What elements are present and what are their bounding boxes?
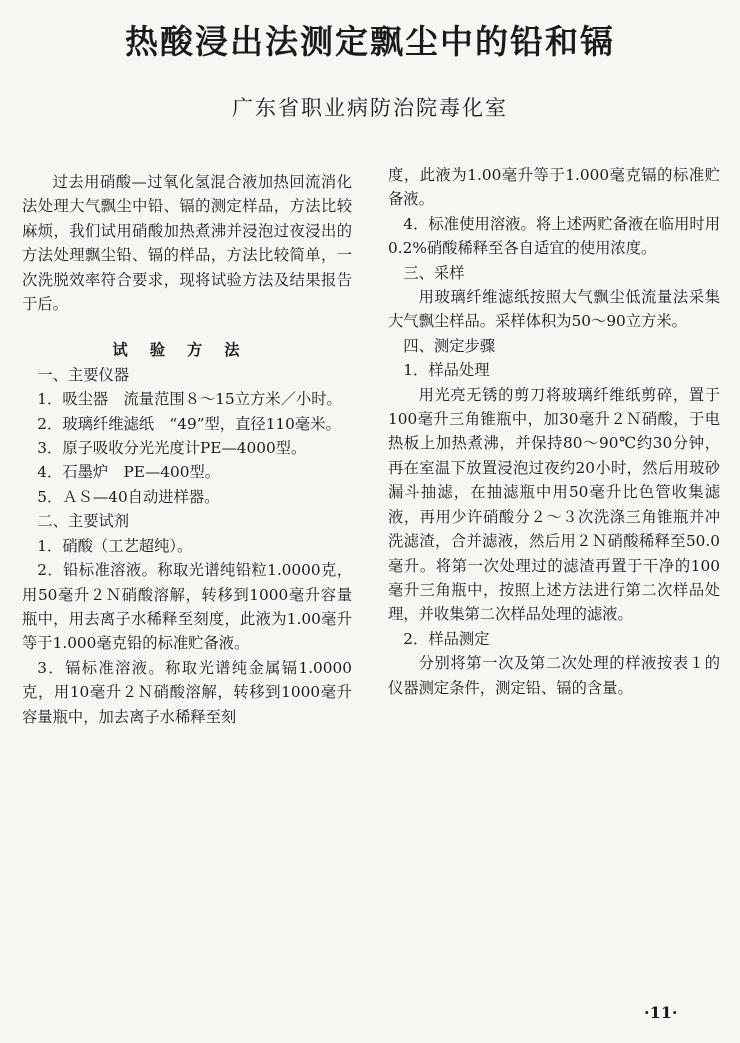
instrument-item: 2．玻璃纤维滤纸 “49”型，直径110毫米。 bbox=[37, 414, 341, 433]
procedure-paragraph: 用光亮无锈的剪刀将玻璃纤维纸剪碎，置于100毫升三角锥瓶中，加30毫升２Ｎ硝酸，于电热板上加热煮沸，并保持80～90℃约30分钟，再在室温下放置浸泡过夜约20小时，然后用玻砂漏斗抽滤，在抽滤瓶中用50毫升比色管收集滤液，再用少许硝酸分２～３次洗涤三角锥瓶并冲洗滤渣，合并滤液，然后用２Ｎ硝酸稀释至50.0毫升。将第一次处理过的滤渣再置于干净的100毫升三角瓶中，按照上述方法进行第二次样品处理，并收集第二次样品处理的滤液。 bbox=[388, 385, 720, 624]
instrument-item: 4．石墨炉 PE—400型。 bbox=[37, 463, 221, 482]
section-reagents-heading: 二、主要试剂 bbox=[37, 512, 130, 531]
page-number: ·11· bbox=[644, 1003, 678, 1022]
section-sampling-heading: 三、采样 bbox=[403, 263, 465, 282]
right-column bbox=[388, 163, 720, 700]
reagent-item: 4．标准使用溶液。将上述两贮备液在临用时用0.2%硝酸稀释至各自适宜的使用浓度。 bbox=[388, 214, 720, 258]
reagent-item: 2．铅标准溶液。称取光谱纯铅粒1.0000克，用50毫升２Ｎ硝酸溶解，转移到1000毫升容量瓶中，用去离子水稀释至刻度，此液为1.00毫升等于1.000毫克铅的标准贮备液。 bbox=[22, 561, 352, 653]
reagent-continuation: 度，此液为1.00毫升等于1.000毫克镉的标准贮备液。 bbox=[388, 166, 720, 209]
reagent-item: 3．镉标准溶液。称取光谱纯金属镉1.0000克，用10毫升２Ｎ硝酸溶解，转移到1000毫升容量瓶中，加去离子水稀释至刻 bbox=[22, 658, 352, 726]
procedure-subheading: 2．样品测定 bbox=[403, 629, 490, 648]
sampling-paragraph: 用玻璃纤维滤纸按照大气飘尘低流量法采集大气飘尘样品。采样体积为50～90立方米。 bbox=[388, 288, 720, 331]
procedure-paragraph: 分别将第一次及第二次处理的样液按表１的仪器测定条件，测定铅、镉的含量。 bbox=[388, 654, 720, 697]
intro-paragraph: 过去用硝酸—过氧化氢混合液加热回流消化法处理大气飘尘中铅、镉的测定样品，方法比较麻烦，我们试用硝酸加热煮沸并浸泡过夜浸出的方法处理飘尘铅、镉的样品，方法比较简单，一次洗脱效率符合要求，现将试验方法及结果报告于后。 bbox=[22, 173, 352, 314]
instrument-item: 1．吸尘器 流量范围８～15立方米／小时。 bbox=[37, 390, 342, 409]
instrument-item: 3．原子吸收分光光度计PE—4000型。 bbox=[37, 439, 307, 458]
affiliation: 广东省职业病防治院毒化室 bbox=[232, 96, 508, 120]
reagent-item: 1．硝酸（工艺超纯）。 bbox=[37, 536, 193, 555]
left-column bbox=[22, 170, 352, 729]
section-instruments-heading: 一、主要仪器 bbox=[37, 365, 130, 384]
article-title: 热酸浸出法测定飘尘中的铅和镉 bbox=[125, 22, 615, 61]
instrument-item: 5．ＡＳ—40自动进样器。 bbox=[37, 487, 220, 506]
procedure-subheading: 1．样品处理 bbox=[403, 361, 490, 380]
section-procedure-heading: 四、测定步骤 bbox=[403, 336, 496, 355]
methods-heading: 试验方法 bbox=[112, 341, 262, 360]
